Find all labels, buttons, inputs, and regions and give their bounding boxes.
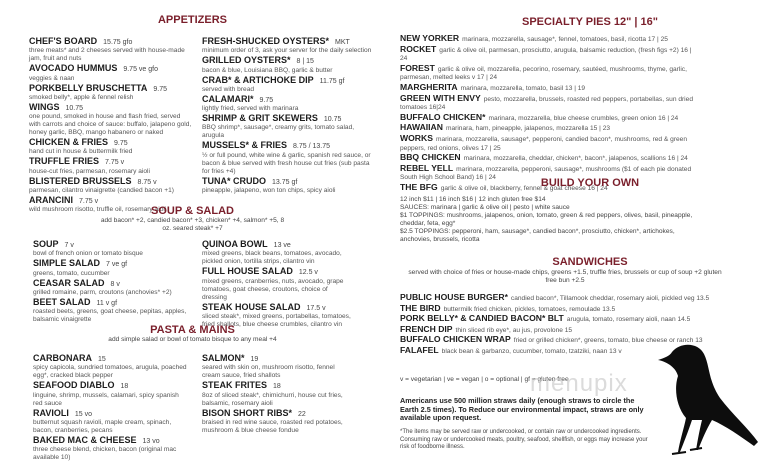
item-name: FRENCH DIP bbox=[400, 323, 453, 334]
item-price: 13.75 gf bbox=[272, 178, 298, 186]
item-description: braised in red wine sauce, roasted red potatoes, mushroom & blue cheese fondue bbox=[202, 418, 343, 434]
item-price: 7 v bbox=[64, 242, 74, 249]
pasta-mains-right bbox=[202, 353, 354, 435]
item-description: buttermilk fried chicken, pickles, tomatoes, remoulade 13.5 bbox=[443, 305, 616, 313]
item-name: PUBLIC HOUSE BURGER* bbox=[400, 292, 508, 302]
item-description: candied bacon*, Tillamook cheddar, rosemary aioli, pickled veg 13.5 bbox=[510, 295, 710, 302]
item-description: marinara, mozzarella, sausage*, fennel, tomatoes, basil, ricotta 17 | 25 bbox=[462, 36, 668, 43]
item-name: BAKED MAC & CHEESE bbox=[33, 434, 137, 445]
item-name: RAVIOLI bbox=[33, 407, 69, 418]
item-header bbox=[202, 380, 354, 391]
item-name: THE BIRD bbox=[400, 302, 441, 313]
item-header bbox=[33, 239, 193, 250]
item-description: grilled romaine, parm, croutons (anchovies* +2) bbox=[33, 288, 172, 296]
item-header bbox=[33, 278, 193, 289]
menu-item bbox=[400, 34, 700, 45]
item-description: smoked belly*, apple & fennel relish bbox=[29, 93, 134, 101]
menu-item bbox=[33, 258, 193, 277]
build-your-own-details bbox=[400, 196, 700, 244]
item-header bbox=[202, 113, 374, 124]
item-name: FOREST bbox=[400, 62, 435, 73]
item-name: CARBONARA bbox=[33, 353, 92, 363]
item-name: THE BFG bbox=[400, 181, 438, 192]
item-price: 15 vo bbox=[74, 410, 92, 418]
item-price: 13 ve bbox=[273, 242, 291, 249]
item-header bbox=[202, 353, 354, 364]
item-price: 22 bbox=[298, 410, 306, 418]
item-price: 9.75 bbox=[259, 96, 274, 104]
item-price: 7.75 v bbox=[79, 198, 99, 206]
menu-item bbox=[202, 408, 354, 435]
item-header bbox=[33, 297, 193, 308]
item-price: 8.75 / 13.75 bbox=[293, 143, 330, 151]
item-description: arugula, tomato, rosemary aioli, naan 14.5 bbox=[566, 316, 691, 324]
item-description: marinara, mozzarella, sausage*, pepperoni, candied bacon*, mushrooms, red & green peppers, red onions, olives 17 | 25 bbox=[400, 135, 688, 152]
item-price: 8.75 v bbox=[137, 178, 157, 186]
item-name: CEASAR SALAD bbox=[33, 277, 105, 288]
menu-item bbox=[29, 83, 192, 102]
item-name: TRUFFLE FRIES bbox=[29, 156, 99, 167]
item-description: wild mushroom risotto, truffle oil, rosemary aioli bbox=[29, 206, 167, 214]
raw-food-disclaimer: *The items may be served raw or undercooked, or contain raw or undercooked ingredients. Consuming raw or undercooked meats, poultry, seafood, shellfish, or eggs may increase your risk of foodborne illness. bbox=[400, 429, 648, 451]
item-header bbox=[33, 353, 188, 364]
item-description: butternut squash ravioli, maple cream, spinach, bacon, cranberries, pecans bbox=[33, 418, 172, 434]
menu-item bbox=[202, 266, 354, 301]
menu-item bbox=[202, 176, 374, 195]
item-name: MUSSELS* & FRIES bbox=[202, 140, 288, 151]
item-description: parmesan, cilantro vinaigrette (candied bacon +1) bbox=[29, 187, 174, 195]
item-description: marinara, mozzarella, pepperoni, sausage*, mushrooms ($1 of each pie donated South High School Band) 16 | 24 bbox=[400, 165, 692, 182]
item-header bbox=[29, 83, 192, 94]
item-price: 7.75 v bbox=[105, 159, 125, 167]
soup-salad-heading: SOUP & SALAD bbox=[151, 205, 234, 217]
item-description: black bean & garbanzo, cucumber, tomato, tzatziki, naan 13 v bbox=[441, 347, 622, 355]
menu-item bbox=[400, 45, 700, 64]
appetizers-left bbox=[29, 36, 192, 214]
item-description: minimum order of 3, ask your server for the daily selection bbox=[202, 47, 372, 55]
item-name: CALAMARI* bbox=[202, 93, 254, 104]
item-price: 9.75 bbox=[114, 140, 128, 148]
item-description: seared with skin on, mushroom risotto, fennel cream sauce, fried shallots bbox=[202, 364, 335, 380]
menu-item bbox=[400, 94, 700, 113]
item-price: 9.75 ve gfo bbox=[123, 66, 158, 74]
menu-item bbox=[33, 278, 193, 297]
item-description: marinara, mozzarella, tomato, basil 13 | 19 bbox=[460, 84, 586, 92]
item-name: ARANCINI bbox=[29, 195, 73, 206]
item-name: STEAK FRITES bbox=[202, 380, 268, 391]
specialty-pies-heading: SPECIALTY PIES 12" | 16" bbox=[522, 16, 658, 28]
item-header bbox=[29, 36, 192, 47]
item-header bbox=[33, 258, 193, 269]
item-price: 9.75 bbox=[153, 85, 167, 93]
item-price: 18 bbox=[120, 383, 129, 391]
item-description: bowl of french onion or tomato bisque bbox=[33, 250, 143, 258]
pasta-mains-heading: PASTA & MAINS bbox=[150, 324, 235, 336]
item-name: BUFFALO CHICKEN WRAP bbox=[400, 334, 511, 345]
item-description: garlic & olive oil, blackberry, fennel & goat cheese 16 | 24 bbox=[440, 184, 608, 192]
item-name: CHICKEN & FRIES bbox=[29, 137, 109, 148]
diet-legend: v = vegetarian | ve = vegan | o = optional | gf = gluten free bbox=[400, 376, 569, 383]
soup-salad-note: add bacon* +2, candied bacon* +3, chicken* +4, salmon* +5, 8 oz. seared steak* +7 bbox=[100, 217, 285, 232]
item-price: 8 v bbox=[110, 280, 120, 288]
item-name: SHRIMP & GRIT SKEWERS bbox=[202, 113, 318, 124]
menu-item bbox=[33, 408, 188, 435]
item-description: BBQ shrimp*, sausage*, creamy grits, tomato salad, arugula bbox=[202, 124, 355, 140]
build-line: $1 TOPPINGS: mushrooms, jalapenos, onion, tomato, green & red peppers, olives, basil, pineapple, cheddar, feta, egg* bbox=[400, 212, 693, 227]
item-description: linguine, shrimp, mussels, calamari, spicy spanish red sauce bbox=[33, 391, 179, 407]
item-price: MKT bbox=[335, 39, 350, 46]
menu-item bbox=[202, 36, 374, 55]
item-header bbox=[202, 176, 374, 187]
item-header bbox=[29, 63, 192, 74]
item-description: pesto, mozzarella, brussels, roasted red peppers, portabellas, sun dried tomatoes 16|24 bbox=[400, 95, 693, 112]
build-your-own-heading: BUILD YOUR OWN bbox=[540, 177, 640, 189]
item-price: 10.75 bbox=[65, 104, 84, 112]
item-header bbox=[29, 176, 192, 187]
item-name: SALMON* bbox=[202, 353, 245, 363]
item-price: 11 v gf bbox=[96, 299, 118, 307]
item-description: pineapple, jalapeno, won ton chips, spicy aioli bbox=[202, 187, 336, 195]
item-description: marinara, ham, pineapple, jalapenos, mozzarella 15 | 23 bbox=[445, 125, 611, 133]
menu-item bbox=[400, 293, 730, 304]
pies-list bbox=[400, 34, 700, 194]
item-description: served with bread bbox=[202, 85, 255, 93]
item-description: spicy capicola, sundried tomatoes, arugula, poached egg*, cracked black pepper bbox=[33, 364, 187, 380]
item-price: 12.5 v bbox=[298, 269, 318, 277]
item-header bbox=[202, 55, 374, 66]
item-description: veggies & naan bbox=[29, 74, 75, 82]
item-name: ROCKET bbox=[400, 43, 437, 54]
item-header bbox=[202, 75, 374, 86]
item-name: WINGS bbox=[29, 101, 60, 112]
item-name: STEAK HOUSE SALAD bbox=[202, 301, 301, 312]
appetizers-heading: APPETIZERS bbox=[157, 14, 228, 26]
menu-item bbox=[29, 137, 192, 156]
item-name: FALAFEL bbox=[400, 344, 439, 355]
item-description: roasted beets, greens, goat cheese, pepitas, apples, balsamic vinaigrette bbox=[33, 308, 187, 324]
appetizers-right bbox=[202, 36, 374, 195]
item-description: marinara, mozzarella, blue cheese crumbles, green onion 16 | 24 bbox=[488, 114, 679, 122]
item-header bbox=[33, 380, 188, 391]
item-name: FULL HOUSE SALAD bbox=[202, 266, 293, 277]
item-header bbox=[33, 435, 188, 446]
menu-item bbox=[202, 94, 374, 113]
menu-item bbox=[29, 36, 192, 63]
item-name: GREEN WITH ENVY bbox=[400, 92, 481, 103]
item-description: greens, tomato, cucumber bbox=[33, 269, 110, 277]
item-name: NEW YORKER bbox=[400, 33, 460, 43]
item-price: 15 bbox=[98, 356, 106, 363]
menu-item bbox=[33, 435, 188, 462]
item-description: three meats* and 2 cheeses served with house-made jam, fruit and nuts bbox=[29, 47, 185, 63]
item-description: lightly fried, served with marinara bbox=[202, 105, 299, 113]
item-header bbox=[202, 266, 354, 277]
item-price: 13 vo bbox=[142, 437, 160, 445]
item-price: 17.5 v bbox=[306, 304, 326, 312]
build-line: $2.5 TOPPINGS: pepperoni, ham, sausage*, candied bacon*, prosciutto, chicken*, artichokes, anchovies, brussels, ricotta bbox=[400, 228, 675, 243]
item-name: MARGHERITA bbox=[400, 81, 458, 92]
menu-item bbox=[33, 297, 193, 324]
item-name: SEAFOOD DIABLO bbox=[33, 380, 115, 391]
menu-item bbox=[202, 353, 354, 380]
menu-item bbox=[400, 83, 700, 94]
menu-item bbox=[33, 353, 188, 380]
item-description: mixed greens, cranberries, nuts, avocado, grape tomatoes, goat cheese, croutons, choice of dressing bbox=[202, 277, 344, 301]
build-line: SAUCES: marinara | garlic & olive oil | pesto | white sauce bbox=[400, 204, 570, 211]
item-name: CRAB* & ARTICHOKE DIP bbox=[202, 74, 314, 85]
menu-item bbox=[29, 63, 192, 82]
item-name: BEET SALAD bbox=[33, 296, 91, 307]
item-name: TUNA* CRUDO bbox=[202, 175, 266, 186]
item-name: PORKBELLY BRUSCHETTA bbox=[29, 82, 148, 93]
item-name: SOUP bbox=[33, 239, 59, 249]
item-price: 11.75 gf bbox=[319, 77, 345, 85]
item-description: bacon & blue, Louisiana BBQ, garlic & butter bbox=[202, 66, 333, 74]
menu-item bbox=[400, 123, 700, 134]
item-name: HAWAIIAN bbox=[400, 122, 443, 133]
pasta-mains-note: add simple salad or bowl of tomato bisque to any meal +4 bbox=[108, 336, 277, 343]
item-name: BUFFALO CHICKEN* bbox=[400, 111, 486, 122]
item-name: AVOCADO HUMMUS bbox=[29, 63, 118, 74]
menu-item bbox=[29, 102, 192, 137]
menu-item bbox=[202, 113, 374, 140]
watermark: menupix bbox=[530, 370, 628, 397]
menu-item bbox=[202, 380, 354, 407]
item-price: 8 | 15 bbox=[296, 58, 314, 66]
item-description: thin sliced rib eye*, au jus, provolone 15 bbox=[455, 326, 573, 334]
menu-item bbox=[202, 140, 374, 175]
item-description: hand cut in house & buttermilk fried bbox=[29, 148, 133, 156]
item-name: BISON SHORT RIBS* bbox=[202, 407, 293, 418]
straws-notice: Americans use 500 million straws daily (enough straws to circle the Earth 2.5 times). To Reduce our environmental impact, straws are only available upon request. bbox=[400, 396, 644, 422]
menu-item bbox=[29, 176, 192, 195]
item-header bbox=[202, 302, 354, 313]
item-price: 19 bbox=[250, 356, 259, 363]
menu-item bbox=[202, 239, 354, 266]
item-price: 10.75 bbox=[323, 116, 342, 124]
menu-item bbox=[29, 156, 192, 175]
item-name: BLISTERED BRUSSELS bbox=[29, 175, 132, 186]
crow-illustration bbox=[650, 340, 765, 462]
menu-item bbox=[400, 113, 700, 124]
item-header bbox=[202, 239, 354, 250]
item-header bbox=[202, 408, 354, 419]
item-price: 7 ve gf bbox=[106, 261, 128, 269]
soup-salad-left bbox=[33, 239, 193, 324]
item-header bbox=[202, 140, 374, 151]
item-name: WORKS bbox=[400, 132, 433, 143]
item-description: 8oz of sliced steak*, chimichurri, house cut fries, balsamic, rosemary aioli bbox=[202, 391, 343, 407]
item-name: REBEL YELL bbox=[400, 162, 454, 173]
item-description: house-cut fries, parmesan, rosemary aioli bbox=[29, 167, 150, 175]
menu-item bbox=[202, 55, 374, 74]
menu-item bbox=[33, 380, 188, 407]
item-description: marinara, mozzarella, cheddar, chicken*, bacon*, jalapenos, scallions 16 | 24 bbox=[463, 155, 688, 163]
item-description: fried or grilled chicken*, greens, tomato, blue cheese or ranch 13 bbox=[513, 337, 703, 345]
item-description: garlic & olive oil, parmesan, prosciutto, arugula, balsamic reduction, (fresh figs +2) 16 | 24 bbox=[400, 46, 692, 63]
build-line: 12 inch $11 | 16 inch $16 | 12 inch gluten free $14 bbox=[400, 196, 546, 203]
item-name: QUINOA BOWL bbox=[202, 239, 268, 249]
item-description: garlic & olive oil, mozzarella, pecorino, rosemary, sautéed, mushrooms, thyme, garlic, parmesan, melted leeks v 17 | 24 bbox=[400, 65, 687, 82]
item-name: BBQ CHICKEN bbox=[400, 152, 461, 163]
menu-item bbox=[33, 239, 193, 258]
menu-item bbox=[400, 134, 700, 153]
soup-salad-right bbox=[202, 239, 354, 329]
item-header bbox=[202, 36, 374, 47]
item-description: ½ or full pound, white wine & garlic, spanish red sauce, or bacon & blue served with fresh house cut fries (sub pasta for fries +4) bbox=[202, 151, 371, 175]
pasta-mains-left bbox=[33, 353, 188, 462]
item-name: GRILLED OYSTERS* bbox=[202, 55, 291, 66]
menu-item bbox=[400, 64, 700, 83]
item-name: CHEF'S BOARD bbox=[29, 36, 98, 46]
item-header bbox=[202, 94, 374, 105]
item-header bbox=[29, 102, 192, 113]
item-description: three cheese blend, chicken, bacon (original mac available 10) bbox=[33, 446, 177, 462]
item-header bbox=[33, 408, 188, 419]
item-price: 18 bbox=[273, 383, 281, 391]
sandwiches-note: served with choice of fries or house-made chips, greens +1.5, truffle fries, brussels or cup of soup +2 gluten free bun +2.5 bbox=[408, 269, 722, 284]
item-name: FRESH-SHUCKED OYSTERS* bbox=[202, 36, 330, 46]
item-description: mixed greens, black beans, tomatoes, avocado, pickled onion, tortilla strips, cilantro vin bbox=[202, 250, 342, 266]
item-description: one pound, smoked in house and flash fried, served with carrots and choice of sauce: buffalo, jalapeno gold, honey garlic, BBQ, mango habanero or naked bbox=[29, 113, 192, 137]
item-header bbox=[29, 156, 192, 167]
item-header bbox=[29, 137, 192, 148]
item-name: PORK BELLY* & CANDIED BACON* BLT bbox=[400, 313, 564, 324]
item-description: sliced steak*, mixed greens, portabellas, tomatoes, fried shallots, blue cheese crumbles, cilantro vin bbox=[202, 312, 351, 328]
sandwiches-heading: SANDWICHES bbox=[552, 256, 628, 268]
item-name: SIMPLE SALAD bbox=[33, 258, 101, 269]
menu-item bbox=[202, 75, 374, 94]
item-price: 15.75 gfo bbox=[103, 39, 133, 46]
